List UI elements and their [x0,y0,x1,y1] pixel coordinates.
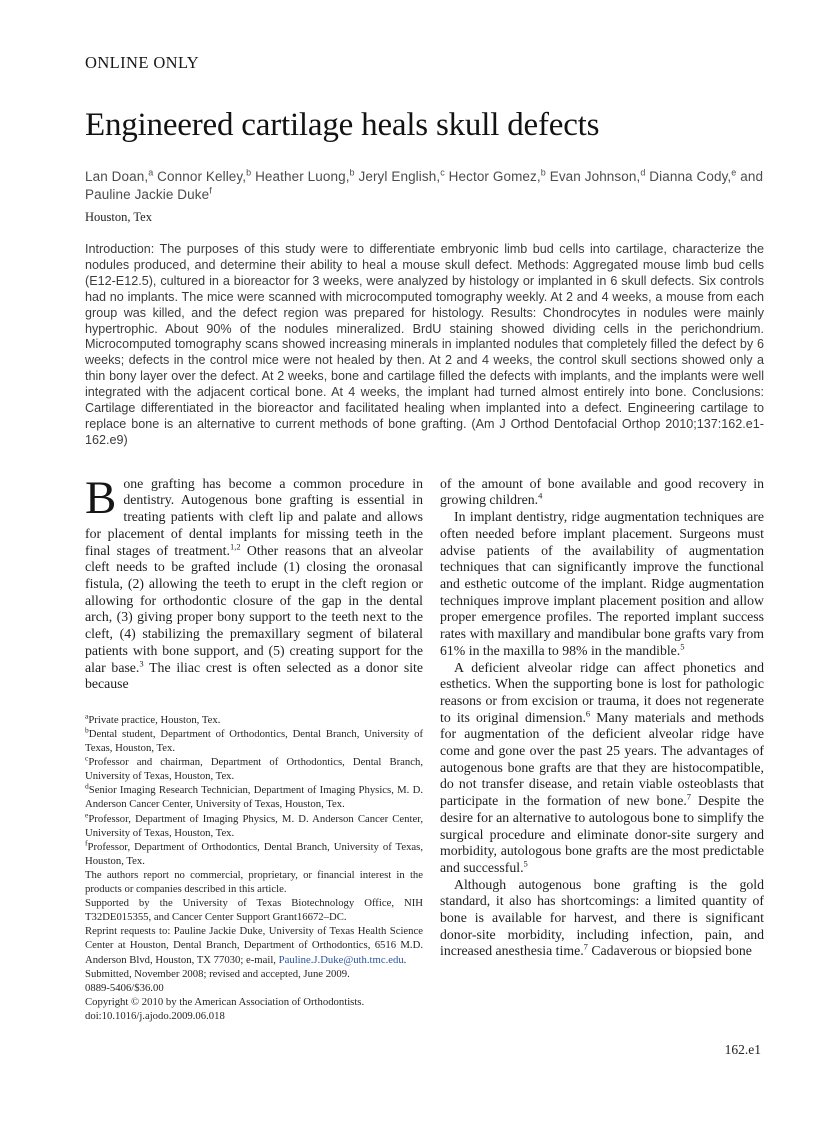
page-content [85,0,764,1023]
page-number: 162.e1 [724,1042,761,1057]
footnote-item: Copyright © 2010 by the American Association of Orthodontists. [85,995,365,1008]
body-paragraph: A deficient alveolar ridge can affect phonetics and esthetics. When the supporting bone is lost for pathologic reasons or from excision or trauma, it does not regenerate to its original dimension.$^6$ Many materials and methods for augmentation of the deficient alveolar ridge have come and gone over the past 25 years. The advantages of autogenous bone grafts are that they are histocompatible, do not transfer disease, and retain viable osteoblasts that participate in the formation of new bone.$^7$ Despite the desire for an alternative to autologous bone to simplify the surgical procedure and eliminate donor-site surgery and morbidity, autologous bone grafts are the most predictable and successful.$^5$ [440,659,764,875]
authors-line: Lan Doan,$^a$ Connor Kelley,$^b$ Heather Luong,$^b$ Jeryl English,$^c$ Hector Gomez,$^b$ Evan Johnson,$^d$ Dianna Cody,$^e$ and Pauline Jackie Duke$^f$ [85,167,764,202]
article-title: Engineered cartilage heals skull defects [85,107,600,143]
body-paragraph: In implant dentistry, ridge augmentation techniques are often needed before implant placement. Surgeons must advise patients of the availability of augmentation techniques that can significantly improve the functional and esthetic outcome of the implant. Ridge augmentation techniques improve implant placement position and allow proper emergence profiles. The reported implant success rates with maxillary and mandibular bone grafts vary from 61% in the maxilla to 98% in the mandible.$^5$ [440,509,764,658]
footnote-item: $^d$Senior Imaging Research Technician, Department of Imaging Physics, M. D. Anderson Cancer Center, University of Texas, Houston, Tex. [85,781,423,811]
footnote-item: $^a$Private practice, Houston, Tex. [85,711,221,726]
location-line: Houston, Tex [85,210,152,224]
email-link[interactable]: Pauline.J.Duke@uth.tmc.edu [278,953,404,966]
footnote-item: Submitted, November 2008; revised and accepted, June 2009. [85,967,350,980]
footnote-item: doi:10.1016/j.ajodo.2009.06.018 [85,1009,225,1022]
footnote-item: $^f$Professor, Department of Orthodontics, Dental Branch, University of Texas, Houston, Tex. [85,838,423,867]
footnote-item: The authors report no commercial, proprietary, or financial interest in the products or companies described in this article. [85,868,423,896]
dropcap-letter: B [85,471,117,524]
footnote-item: 0889-5406/$36.00 [85,981,164,994]
footnote-item: Supported by the University of Texas Biotechnology Office, NIH T32DE015355, and Cancer Center Support Grant16672–DC. [85,897,423,924]
footnote-item: $^e$Professor, Department of Imaging Physics, M. D. Anderson Cancer Center, University of Texas, Houston, Tex. [85,810,423,839]
body-right-column [440,476,764,1023]
body-paragraph: of the amount of bone available and good recovery in growing children.$^4$ [440,475,764,508]
section-kicker: ONLINE ONLY [85,53,200,72]
footnote-item: $^b$Dental student, Department of Orthodontics, Dental Branch, University of Texas, Houston, Tex. [85,725,423,755]
body-paragraph: Although autogenous bone grafting is the gold standard, it also has shortcomings: a limited quantity of bone is available for harvest, and there is significant donor-site morbidity, including infection, pain, and increased anesthesia time.$^7$ Cadaverous or biopsied bone [440,876,764,959]
footnote-item: Reprint requests to: Pauline Jackie Duke, University of Texas Health Science Center at Houston, Dental Branch, Department of Orthodontics, 6516 M.D. Anderson Blvd, Houston, TX 77030; e-mail, Pauline.J.Duke@uth.tmc.edu. [85,925,423,966]
footnote-item: $^c$Professor and chairman, Department of Orthodontics, Dental Branch, University of Texas, Houston, Tex. [85,753,423,783]
intro-paragraph-text: one grafting has become a common procedure in dentistry. Autogenous bone grafting is essential in treating patients with cleft lip and palate and allows for placement of dental implants for missing teeth in the final stages of treatment.$^{1,2}$ Other reasons that an alveolar cleft needs to be grafted include (1) closing the oronasal fistula, (2) allowing the teeth to erupt in the cleft region or allowing for orthodontic closure of the gap in the dental arch, (3) giving proper bony support to the teeth next to the cleft, (4) stabilizing the premaxillary segment of bilateral patients with bone support, and (5) creating support for the alar base.$^3$ The iliac crest is often selected as a donor site because [85,475,423,692]
footnotes-block [85,713,423,1023]
abstract-paragraph: Introduction: The purposes of this study were to differentiate embryonic limb bud cells into cartilage, characterize the nodules produced, and determine their ability to heal a mouse skull defect. Methods: Aggregated mouse limb bud cells (E12-E12.5), cultured in a bioreactor for 3 weeks, were analyzed by histology or implanted in 6 skull defects. Six controls had no implants. The mice were scanned with microcomputed tomography weekly. At 2 and 4 weeks, a mouse from each group was killed, and the defect region was prepared for histology. Results: Chondrocytes in nodules were mainly hypertrophic. About 90% of the nodules mineralized. BrdU staining showed dividing cells in the perichondrium. Microcomputed tomography scans showed increasing minerals in implanted nodules that completely filled the defect by 6 weeks; defects in the control mice were not healed by then. At 2 and 4 weeks, the control skull sections showed only a thin bony layer over the defect. At 2 weeks, bone and cartilage filled the defects with implants, and the implants were well integrated with the adjacent cortical bone. At 4 weeks, the implant had turned almost entirely into bone. Conclusions: Cartilage differentiated in the bioreactor and facilitated healing when implanted into a defect. Engineering cartilage to replace bone is an alternative to current methods of bone grafting. (Am J Orthod Dentofacial Orthop 2010;137:162.e1-162.e9) [85,242,764,447]
intro-paragraph [85,471,423,693]
body-left-column [85,471,423,1023]
two-column-body [85,471,764,1023]
